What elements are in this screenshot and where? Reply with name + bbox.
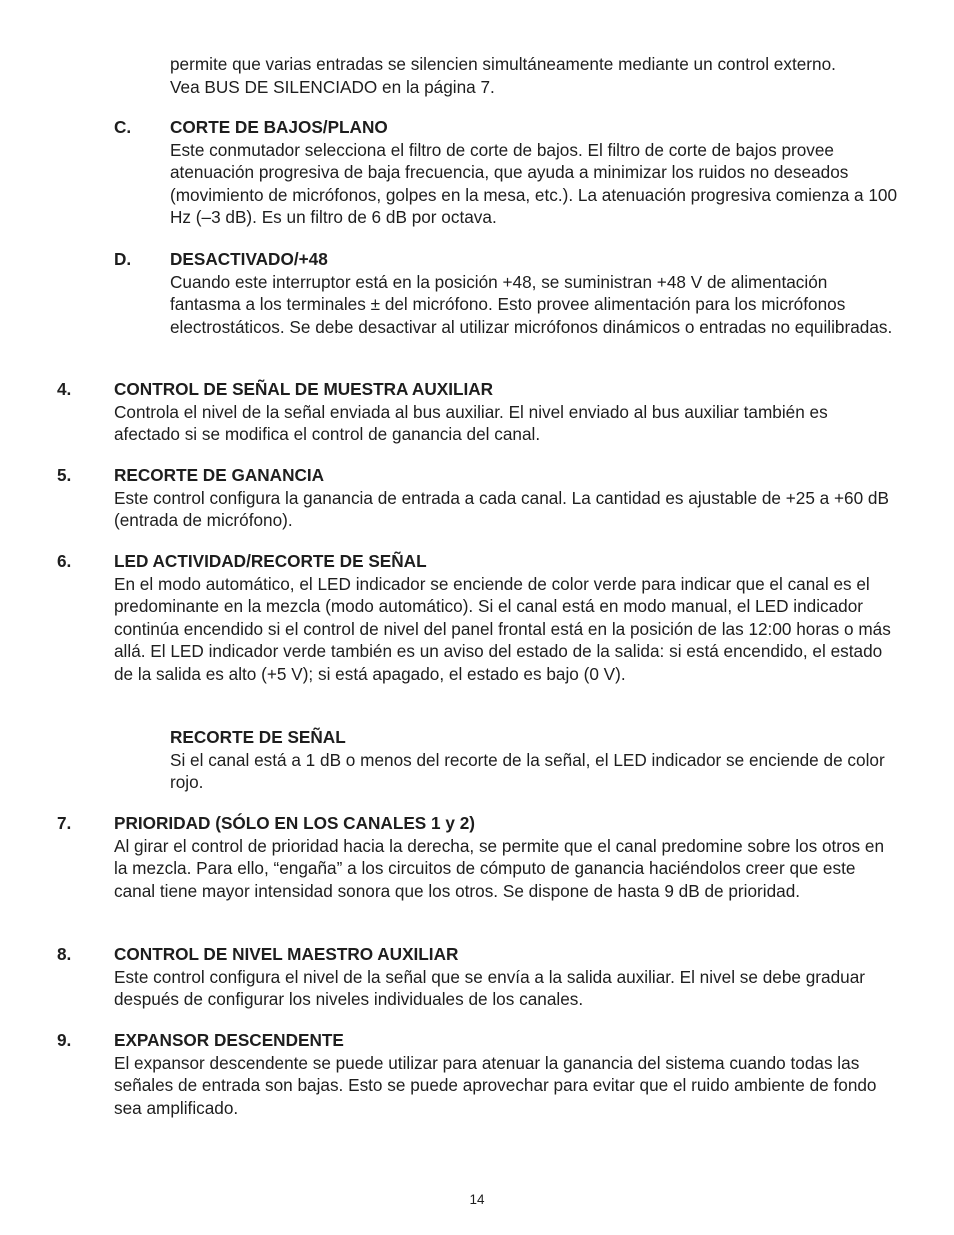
- item-body: Controla el nivel de la señal enviada al bus auxiliar. El nivel enviado al bus auxiliar también es afectado si se modifica el control de ganancia del canal.: [114, 401, 828, 444]
- item-body: Al girar el control de prioridad hacia la derecha, se permite que el canal predomine sobre los otros en la mezcla. Para ello, “engaña” a los circuitos de cómputo de ganancia haciéndolos creer que este canal tiene mayor intensidad sonora que los otros. Se dispone de hasta 9 dB de prioridad.: [114, 835, 885, 901]
- item-number-9: 9.: [57, 1030, 72, 1050]
- item-6: [114, 550, 900, 685]
- item-6-subsection: [170, 726, 900, 794]
- item-number-7: 7.: [57, 813, 72, 833]
- item-9: [114, 1029, 884, 1119]
- subitem-title: DESACTIVADO/+48: [170, 249, 328, 269]
- item-title: CONTROL DE NIVEL MAESTRO AUXILIAR: [114, 944, 459, 964]
- item-number-6: 6.: [57, 551, 72, 571]
- item-body: Este control configura el nivel de la señal que se envía a la salida auxiliar. El nivel se debe graduar después de configurar los niveles individuales de los canales.: [114, 966, 865, 1009]
- subitem-label-d: D.: [114, 249, 132, 269]
- item-7: [114, 812, 894, 902]
- item-subbody: Si el canal está a 1 dB o menos del recorte de la señal, el LED indicador se enciende de color rojo.: [170, 749, 885, 792]
- item-title: CONTROL DE SEÑAL DE MUESTRA AUXILIAR: [114, 379, 494, 399]
- subitem-label-c: C.: [114, 117, 132, 137]
- item-body: Este control configura la ganancia de entrada a cada canal. La cantidad es ajustable de +25 a +60 dB (entrada de micrófono).: [114, 487, 889, 530]
- item-5: [114, 464, 892, 532]
- page-number: 14: [469, 1192, 485, 1207]
- item-number-8: 8.: [57, 944, 72, 964]
- intro-text: permite que varias entradas se silencien simultáneamente mediante un control externo. Vea BUS DE SILENCIADO en la página 7.: [170, 54, 836, 97]
- subitem-d: [170, 248, 898, 338]
- item-number-4: 4.: [57, 379, 72, 399]
- item-subtitle: RECORTE DE SEÑAL: [170, 727, 346, 747]
- item-body: En el modo automático, el LED indicador se enciende de color verde para indicar que el canal es el predominante en la mezcla (modo automático). Si el canal está en modo manual, el LED indicador continúa encendido si el control de nivel del panel frontal está en la posición de las 12:00 horas o más allá. El LED indicador verde también es un aviso del estado de la salida: si está encendido, el estado de la salida es alto (+5 V); si está apagado, el estado es bajo (0 V).: [114, 573, 891, 684]
- subitem-title: CORTE DE BAJOS/PLANO: [170, 117, 388, 137]
- item-title: LED ACTIVIDAD/RECORTE DE SEÑAL: [114, 551, 427, 571]
- item-body: El expansor descendente se puede utilizar para atenuar la ganancia del sistema cuando todas las señales de entrada son bajas. Esto se puede aprovechar para evitar que el ruido ambiente de fondo sea amplificado.: [114, 1052, 877, 1118]
- subitem-body: Este conmutador selecciona el filtro de corte de bajos. El filtro de corte de bajos provee atenuación progresiva de baja frecuencia, que ayuda a minimizar los ruidos no deseados (movimiento de micrófonos, golpes en la mesa, etc.). La atenuación progresiva comienza a 100 Hz (–3 dB). Es un filtro de 6 dB por octava.: [170, 139, 898, 227]
- subitem-c: [170, 116, 900, 229]
- item-title: PRIORIDAD (SÓLO EN LOS CANALES 1 y 2): [114, 813, 475, 833]
- item-8: [114, 943, 884, 1011]
- intro-paragraph: [170, 53, 870, 98]
- item-title: RECORTE DE GANANCIA: [114, 465, 325, 485]
- subitem-body: Cuando este interruptor está en la posición +48, se suministran +48 V de alimentación fantasma a los terminales ± del micrófono. Esto provee alimentación para los micrófonos electrostáticos. Se debe desactivar al utilizar micrófonos dinámicos o entradas no equilibradas.: [170, 271, 893, 337]
- item-number-5: 5.: [57, 465, 72, 485]
- item-4: [114, 378, 884, 446]
- item-title: EXPANSOR DESCENDENTE: [114, 1030, 344, 1050]
